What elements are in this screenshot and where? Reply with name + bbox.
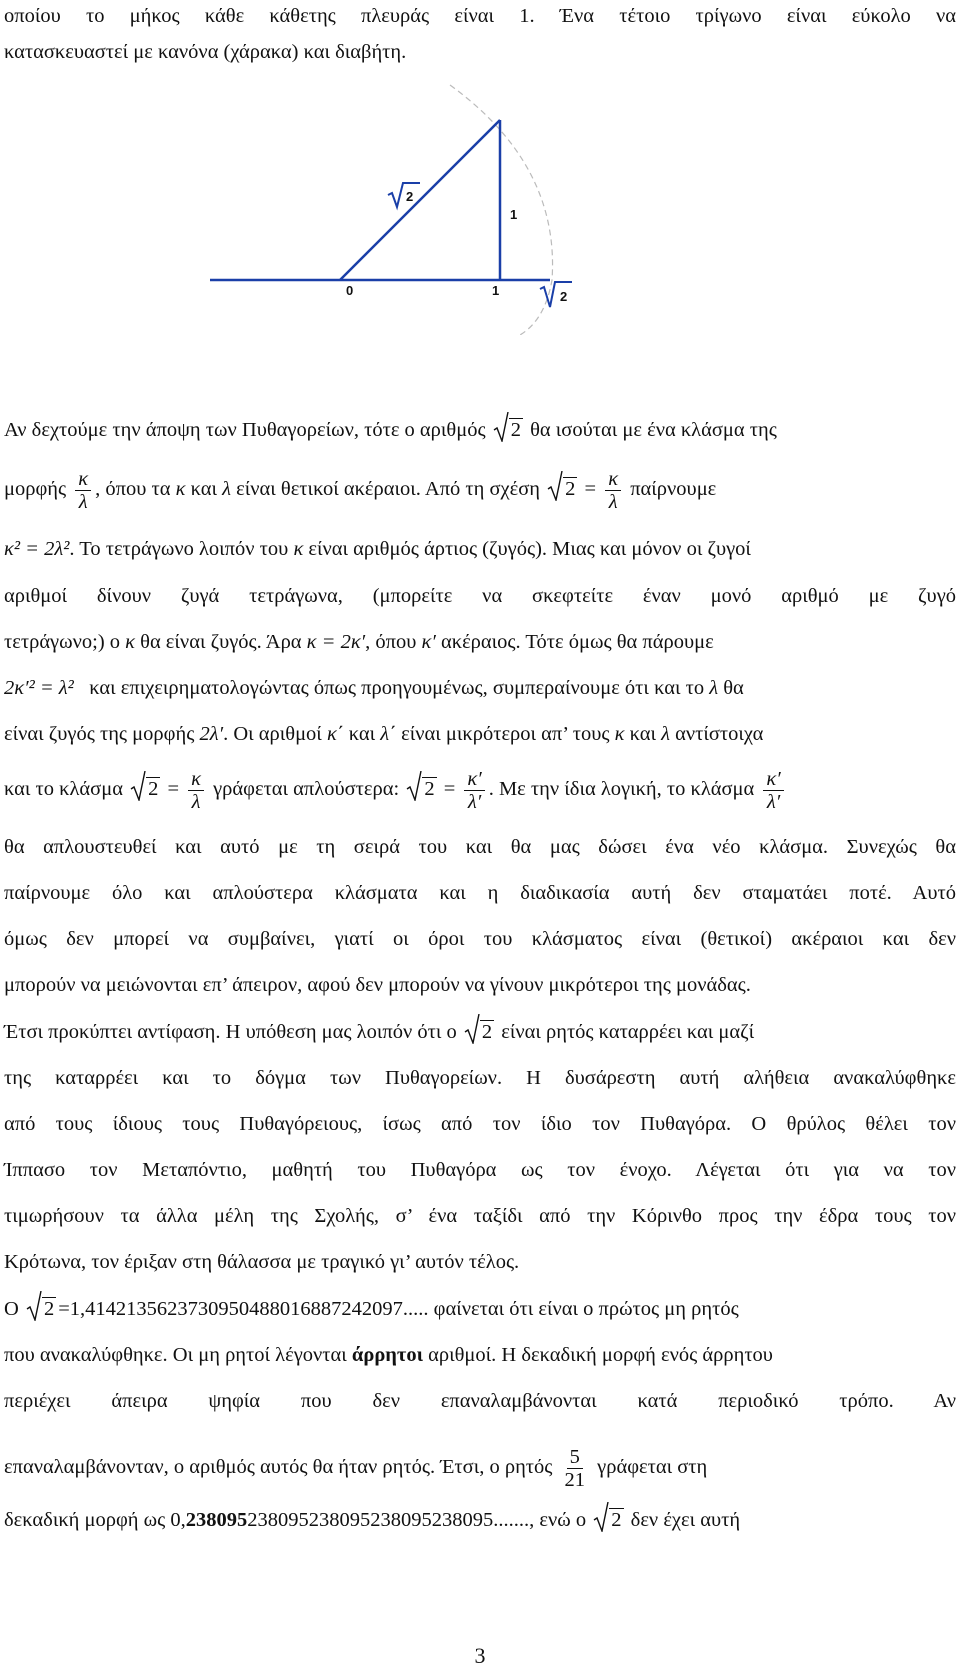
equals: = bbox=[167, 778, 179, 801]
fraction-kp-over-lp: $\frac{\kappa'}{\lambda'}$ bbox=[464, 768, 484, 813]
label-one-base: 1 bbox=[492, 283, 500, 298]
lambda: λ bbox=[661, 723, 670, 745]
text-line-8 bbox=[4, 676, 960, 700]
text-line-25c: 238095238095238095238095......., bbox=[247, 1509, 535, 1531]
page-number: 3 bbox=[474, 1643, 486, 1668]
kappa: κ bbox=[175, 478, 186, 501]
text-line-22 bbox=[4, 1343, 960, 1367]
pythagoras-figure bbox=[200, 75, 660, 335]
text-line-3b: θα ισούται με ένα κλάσμα της bbox=[530, 419, 777, 441]
text-line-9c: και bbox=[348, 723, 376, 745]
text-line-21c: φαίνεται ότι είναι ο πρώτος μη ρητός bbox=[433, 1298, 739, 1320]
text-line-8b: θα bbox=[723, 677, 744, 699]
equation-k-2kp: κ = 2κ′ bbox=[306, 631, 366, 653]
text-line-6: αριθμοί δίνουν ζυγά τετράγωνα, (μπορείτε να σκεφτείτε έναν μονό αριθμό με ζυγό bbox=[4, 585, 956, 607]
fraction-5-over-21: $\frac{5}{21}$ bbox=[564, 1446, 586, 1491]
sqrt2-inline: 2 bbox=[547, 477, 577, 501]
text-line-25d: ενώ ο bbox=[539, 1509, 587, 1531]
sqrt2-inline: 2 bbox=[493, 418, 523, 442]
kappa: κ bbox=[125, 631, 135, 653]
text-line-7d: ακέραιος. Τότε όμως θα πάρουμε bbox=[441, 631, 714, 653]
text-line-24b: γράφεται στη bbox=[597, 1456, 708, 1479]
label-side-one: 1 bbox=[510, 207, 518, 222]
sqrt2-inline: 2 bbox=[593, 1508, 623, 1532]
text-line-7c: , όπου bbox=[365, 631, 417, 653]
sqrt2-inline: 2 bbox=[406, 777, 436, 801]
lambda: λ bbox=[222, 478, 231, 501]
text-line-15 bbox=[4, 1020, 960, 1044]
kappa: κ bbox=[614, 723, 625, 745]
text-line-22a: που ανακαλύφθηκε. Οι μη ρητοί λέγονται bbox=[4, 1344, 347, 1366]
text-line-1: οποίου το μήκος κάθε κάθετης πλευράς είναι 1. Ένα τέτοιο τρίγωνο είναι εύκολο να bbox=[4, 5, 956, 27]
text-line-9f: αντίστοιχα bbox=[675, 723, 764, 745]
lambda: λ bbox=[709, 677, 719, 699]
sqrt2-inline: 2 bbox=[464, 1020, 494, 1044]
text-line-4c: και bbox=[190, 478, 217, 501]
label-zero: 0 bbox=[346, 283, 354, 298]
text-line-12: παίρνουμε όλο και απλούστερα κλάσματα και η διαδικασία αυτή δεν σταματάει ποτέ. Αυτό bbox=[4, 882, 956, 904]
text-line-3a: Αν δεχτούμε την άποψη των Πυθαγορείων, τότε ο αριθμός bbox=[4, 419, 486, 441]
fraction-k-over-l: $\frac{\kappa}{\lambda}$ bbox=[605, 468, 621, 513]
text-line-4 bbox=[4, 468, 960, 513]
text-line-22c: αριθμοί. Η δεκαδική μορφή ενός άρρητου bbox=[428, 1344, 773, 1366]
hypotenuse bbox=[340, 120, 500, 280]
two-lambda-prime: 2λ′ bbox=[199, 723, 224, 745]
text-line-5 bbox=[4, 537, 960, 561]
text-line-7b: θα είναι ζυγός. Άρα bbox=[140, 631, 302, 653]
text-line-25b: 238095 bbox=[185, 1509, 248, 1531]
text-line-13: όμως δεν μπορεί να συμβαίνει, γιατί οι όροι του κλάσματος είναι (θετικοί) ακέραιοι και δεν bbox=[4, 928, 956, 950]
compass-arc bbox=[450, 85, 553, 335]
text-line-3 bbox=[4, 418, 960, 442]
text-line-16: της καταρρέει και το δόγμα των Πυθαγορείων. Η δυσάρεστη αυτή αλήθεια ανακαλύφθηκε bbox=[4, 1067, 956, 1089]
text-line-9e: και bbox=[629, 723, 656, 745]
text-line-25e: δεν έχει αυτή bbox=[630, 1509, 741, 1531]
text-line-22b: άρρητοι bbox=[351, 1344, 423, 1366]
text-line-9 bbox=[4, 722, 960, 746]
equals: = bbox=[443, 778, 456, 801]
fraction-k-over-l: $\frac{\kappa}{\lambda}$ bbox=[75, 468, 91, 513]
text-line-21 bbox=[4, 1297, 960, 1321]
text-line-15a: Έτσι προκύπτει αντίφαση. Η υπόθεση μας λοιπόν ότι ο bbox=[4, 1021, 457, 1043]
text-line-4e: παίρνουμε bbox=[630, 478, 717, 501]
svg-text:2: 2 bbox=[406, 189, 414, 204]
lambda-acute: λ΄ bbox=[380, 723, 396, 745]
svg-text:2: 2 bbox=[560, 289, 568, 304]
text-line-24 bbox=[4, 1446, 960, 1491]
text-line-14: μπορούν να μειώνονται επ’ άπειρον, αφού δεν μπορούν να γίνουν μικρότεροι της μονάδας. bbox=[4, 974, 751, 996]
text-line-9b: . Οι αριθμοί bbox=[223, 723, 322, 745]
text-line-5a: . Το τετράγωνο λοιπόν του bbox=[69, 538, 289, 560]
text-line-7a: τετράγωνο;) ο bbox=[4, 631, 121, 653]
text-line-4d: είναι θετικοί ακέραιοι. Από τη σχέση bbox=[236, 478, 541, 501]
text-line-25a: δεκαδική μορφή ως 0, bbox=[4, 1509, 186, 1531]
sqrt2-inline: 2 bbox=[130, 777, 160, 801]
text-line-10a: και το κλάσμα bbox=[4, 778, 123, 801]
text-line-8a: και επιχειρηματολογώντας όπως προηγουμένως, συμπεραίνουμε ότι και το bbox=[89, 677, 705, 699]
text-line-9a: είναι ζυγός της μορφής bbox=[4, 723, 195, 745]
text-line-9d: είναι μικρότεροι απ’ τους bbox=[401, 723, 610, 745]
text-line-20: Κρότωνα, τον έριξαν στη θάλασσα με τραγικό γι’ αυτόν τέλος. bbox=[4, 1251, 520, 1273]
text-line-23: περιέχει άπειρα ψηφία που δεν επαναλαμβάνονται κατά περιοδικό τρόπο. Αν bbox=[4, 1390, 956, 1412]
fraction-k-over-l: $\frac{\kappa}{\lambda}$ bbox=[188, 768, 204, 813]
sqrt2-label-base bbox=[540, 282, 572, 307]
text-line-10 bbox=[4, 768, 960, 813]
text-line-10c: . Με την ίδια λογική, το κλάσμα bbox=[488, 778, 755, 801]
text-line-5b: είναι αριθμός άρτιος (ζυγός). Μιας και μόνον οι ζυγοί bbox=[308, 538, 751, 560]
text-line-25 bbox=[4, 1508, 960, 1532]
text-line-4a: μορφής bbox=[4, 478, 67, 501]
text-line-21b: =1,4142135623730950488016887242097..... bbox=[58, 1298, 429, 1320]
text-line-7 bbox=[4, 630, 960, 654]
text-line-10b: γράφεται απλούστερα: bbox=[213, 778, 400, 801]
text-line-4b: , όπου τα bbox=[95, 478, 171, 501]
kappa: κ bbox=[293, 538, 304, 560]
text-line-11: θα απλουστευθεί και αυτό με τη σειρά του και θα μας δώσει ένα νέο κλάσμα. Συνεχώς θα bbox=[4, 836, 956, 858]
text-line-21a: Ο bbox=[4, 1298, 19, 1320]
text-line-2: κατασκευαστεί με κανόνα (χάρακα) και διαβήτη. bbox=[4, 41, 407, 63]
kappa-prime: κ′ bbox=[421, 631, 436, 653]
equation-k2: κ² = 2λ² bbox=[4, 538, 70, 560]
sqrt2-inline: 2 bbox=[26, 1297, 56, 1321]
text-line-15b: είναι ρητός καταρρέει και μαζί bbox=[501, 1021, 755, 1043]
text-line-24a: επαναλαμβάνονταν, ο αριθμός αυτός θα ήταν ρητός. Έτσι, ο ρητός bbox=[4, 1456, 553, 1479]
equals: = bbox=[584, 478, 597, 501]
kappa-acute: κ΄ bbox=[326, 723, 344, 745]
equation-2kp2: 2κ′² = λ² bbox=[4, 677, 74, 699]
text-line-18: Ίππασο τον Μεταπόντιο, μαθητή του Πυθαγόρα ως τον ένοχο. Λέγεται ότι για να τον bbox=[4, 1159, 956, 1181]
text-line-17: από τους ίδιους τους Πυθαγόρειους, ίσως από τον ίδιο τον Πυθαγόρα. Ο θρύλος θέλει τον bbox=[4, 1113, 956, 1135]
fraction-kp-over-lp: $\frac{\kappa'}{\lambda'}$ bbox=[763, 768, 783, 813]
text-line-19: τιμωρήσουν τα άλλα μέλη της Σχολής, σ’ ένα ταξίδι από την Κόρινθο προς την έδρα τους τον bbox=[4, 1205, 956, 1227]
